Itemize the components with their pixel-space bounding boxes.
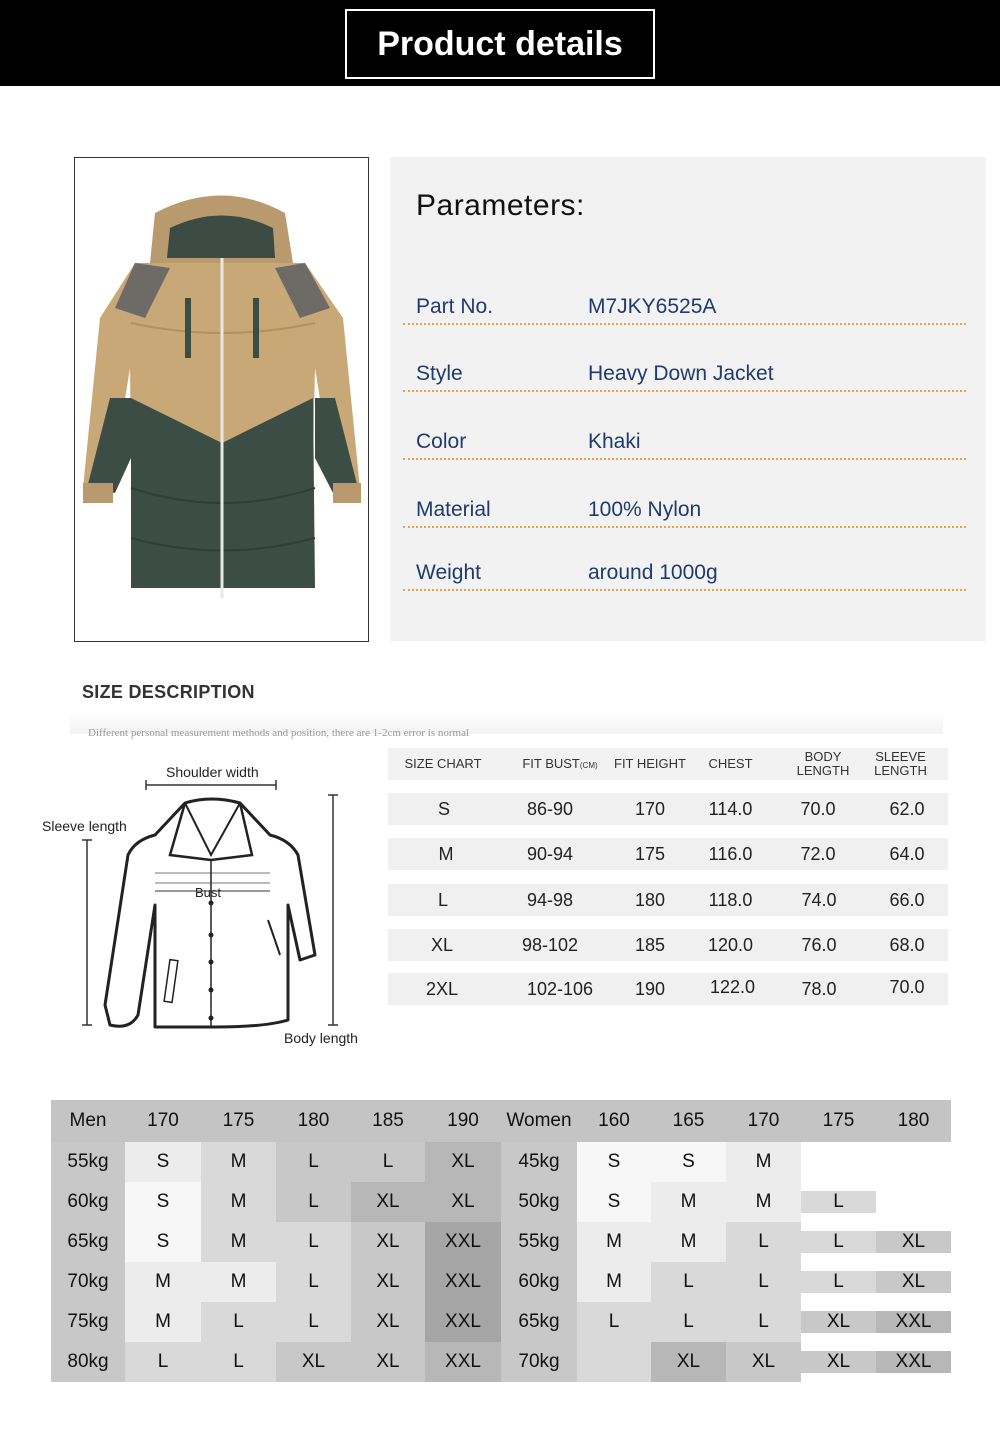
param-value: Heavy Down Jacket	[588, 362, 774, 385]
param-label: Weight	[416, 561, 481, 584]
height-cell: 190	[634, 979, 666, 999]
header-chest: CHEST	[708, 756, 753, 771]
sleeve-cell: 64.0	[889, 844, 925, 864]
size-recommendation-grid	[51, 1100, 951, 1381]
men-size-cell: XL	[351, 1302, 425, 1342]
women-height-header: 170	[726, 1100, 801, 1142]
param-value: Khaki	[588, 430, 641, 453]
jacket-measurement-diagram	[30, 755, 360, 1035]
chest-cell: 114.0	[708, 799, 753, 819]
sleeve-cell: 62.0	[889, 799, 925, 819]
women-size-cell: M	[726, 1142, 801, 1182]
women-size-group	[801, 1182, 951, 1222]
women-height-header: 180	[897, 1110, 930, 1131]
men-size-cell: L	[276, 1262, 351, 1302]
women-size-cell: XXL	[876, 1351, 951, 1373]
chest-cell: 116.0	[708, 844, 753, 864]
women-weight-cell: 45kg	[501, 1142, 577, 1182]
bust-label: Bust	[195, 885, 222, 900]
men-size-cell: L	[351, 1142, 425, 1182]
women-height-header: 160	[577, 1100, 651, 1142]
women-size-cell: M	[651, 1222, 726, 1262]
women-size-cell: L	[726, 1302, 801, 1342]
men-size-cell: L	[276, 1182, 351, 1222]
women-size-group	[801, 1342, 951, 1382]
women-size-cell: S	[577, 1182, 651, 1222]
women-size-cell: S	[651, 1142, 726, 1182]
women-size-cell: L	[651, 1302, 726, 1342]
women-size-cell: XL	[876, 1231, 951, 1253]
men-height-header: 170	[125, 1100, 201, 1142]
men-weight-cell: 65kg	[51, 1222, 125, 1262]
table-row	[388, 884, 948, 916]
height-cell: 170	[634, 799, 666, 819]
body-cell: 78.0	[801, 979, 837, 999]
men-size-cell: L	[201, 1342, 276, 1382]
women-weight-cell: 50kg	[501, 1182, 577, 1222]
table-row	[388, 973, 948, 1005]
women-size-cell: M	[577, 1262, 651, 1302]
measurement-note: Different personal measurement methods and position, there are 1-2cm error is normal	[88, 727, 470, 739]
header-banner	[0, 0, 1000, 86]
women-header: Women	[501, 1100, 577, 1142]
women-size-group	[801, 1302, 951, 1342]
women-weight-cell: 70kg	[501, 1342, 577, 1382]
men-size-cell: M	[201, 1182, 276, 1222]
size-cell: S	[437, 799, 450, 819]
men-height-header: 185	[351, 1100, 425, 1142]
body-cell: 72.0	[800, 844, 836, 864]
header-size-chart: SIZE CHART	[404, 756, 482, 771]
sleeve-cell: 66.0	[889, 890, 925, 910]
param-row-weight	[403, 551, 966, 591]
param-row-part-no	[403, 285, 966, 325]
body-length-label: Body length	[284, 1030, 358, 1046]
chest-cell: 118.0	[708, 890, 753, 910]
product-image	[74, 157, 369, 642]
size-cell: XL	[430, 935, 454, 955]
body-cell: 74.0	[801, 890, 837, 910]
header-fit-height: FIT HEIGHT	[614, 756, 686, 771]
table-row	[388, 929, 948, 961]
men-size-cell: XL	[351, 1222, 425, 1262]
bust-cell: 102-106	[526, 979, 594, 999]
size-cell: M	[438, 844, 454, 864]
parameters-title: Parameters:	[416, 189, 585, 222]
height-cell: 180	[634, 890, 666, 910]
size-chart-header	[388, 748, 948, 780]
bust-cell: 86-90	[526, 799, 574, 819]
param-row-style	[403, 352, 966, 392]
param-label: Style	[416, 362, 463, 385]
women-size-group	[801, 1262, 951, 1302]
bust-cell: 94-98	[526, 890, 574, 910]
women-height-header-group	[801, 1100, 951, 1142]
men-size-cell: XXL	[425, 1342, 501, 1382]
header-body-line1: BODY	[804, 749, 842, 764]
header-sleeve-line1: SLEEVE	[875, 749, 926, 764]
men-size-cell: M	[125, 1262, 201, 1302]
women-height-header: 165	[651, 1100, 726, 1142]
men-weight-cell: 75kg	[51, 1302, 125, 1342]
header-body-line2: LENGTH	[796, 763, 850, 778]
men-size-cell: M	[201, 1222, 276, 1262]
men-height-header: 175	[201, 1100, 276, 1142]
param-value: M7JKY6525A	[588, 295, 717, 318]
size-cell: 2XL	[425, 979, 459, 999]
women-size-cell: M	[651, 1182, 726, 1222]
men-size-cell: L	[276, 1142, 351, 1182]
women-size-cell: L	[577, 1302, 651, 1342]
women-weight-cell: 65kg	[501, 1302, 577, 1342]
header-fit-bust-unit: (CM)	[579, 761, 598, 770]
women-size-cell: L	[801, 1271, 876, 1293]
bust-cell: 90-94	[526, 844, 574, 864]
men-weight-cell: 60kg	[51, 1182, 125, 1222]
men-size-cell: XL	[425, 1182, 501, 1222]
women-size-cell: XL	[651, 1342, 726, 1382]
men-weight-cell: 70kg	[51, 1262, 125, 1302]
sleeve-cell: 68.0	[889, 935, 925, 955]
param-row-material	[403, 488, 966, 528]
women-size-cell: XL	[726, 1342, 801, 1382]
body-cell: 76.0	[801, 935, 837, 955]
men-size-cell: XL	[351, 1262, 425, 1302]
men-size-cell: L	[201, 1302, 276, 1342]
women-size-cell: M	[577, 1222, 651, 1262]
men-size-cell: L	[276, 1302, 351, 1342]
men-size-cell: XXL	[425, 1222, 501, 1262]
sleeve-cell: 70.0	[889, 977, 925, 997]
women-size-cell: XXL	[876, 1311, 951, 1333]
men-size-cell: XXL	[425, 1262, 501, 1302]
chest-cell: 120.0	[707, 935, 754, 955]
table-row	[388, 793, 948, 825]
women-height-header: 175	[822, 1110, 855, 1131]
men-size-cell: L	[276, 1222, 351, 1262]
men-size-cell: XL	[425, 1142, 501, 1182]
size-cell: L	[437, 890, 448, 910]
param-label: Material	[416, 498, 491, 521]
men-height-header: 180	[276, 1100, 351, 1142]
sleeve-length-label: Sleeve length	[42, 818, 127, 834]
page-title: Product details	[345, 9, 655, 79]
header-sleeve-line2: LENGTH	[874, 763, 927, 778]
parameters-panel	[390, 157, 986, 641]
body-cell: 70.0	[800, 799, 836, 819]
women-size-cell: XL	[801, 1351, 876, 1373]
men-size-cell: XL	[276, 1342, 351, 1382]
women-size-cell: S	[577, 1142, 651, 1182]
women-size-cell: XL	[876, 1271, 951, 1293]
men-height-header: 190	[425, 1100, 501, 1142]
women-weight-cell: 55kg	[501, 1222, 577, 1262]
women-size-cell: L	[726, 1222, 801, 1262]
jacket-illustration	[75, 158, 370, 643]
size-description-title: SIZE DESCRIPTION	[82, 682, 255, 702]
women-size-cell: L	[801, 1231, 876, 1253]
men-size-cell: S	[125, 1182, 201, 1222]
women-weight-cell: 60kg	[501, 1262, 577, 1302]
height-cell: 185	[634, 935, 666, 955]
bust-cell: 98-102	[521, 935, 579, 955]
header-body-length	[778, 750, 868, 778]
women-size-group	[801, 1222, 951, 1262]
men-size-cell: XXL	[425, 1302, 501, 1342]
men-header: Men	[51, 1100, 125, 1142]
header-sleeve-length	[858, 750, 943, 778]
men-size-cell: XL	[351, 1342, 425, 1382]
women-size-cell	[577, 1342, 651, 1382]
param-label: Part No.	[416, 295, 494, 318]
shoulder-width-label: Shoulder width	[166, 764, 259, 780]
women-size-cell: XL	[801, 1311, 876, 1333]
param-value: around 1000g	[588, 561, 718, 584]
men-weight-cell: 80kg	[51, 1342, 125, 1382]
men-size-cell: M	[201, 1262, 276, 1302]
women-size-cell: M	[726, 1182, 801, 1222]
param-row-color	[403, 420, 966, 460]
men-size-cell: M	[201, 1142, 276, 1182]
header-fit-bust-label: FIT BUST	[522, 756, 580, 771]
men-weight-cell: 55kg	[51, 1142, 125, 1182]
men-size-cell: S	[125, 1142, 201, 1182]
chest-cell: 122.0	[709, 977, 756, 997]
men-size-cell: L	[125, 1342, 201, 1382]
women-size-cell: L	[726, 1262, 801, 1302]
table-row	[388, 838, 948, 870]
men-size-cell: M	[125, 1302, 201, 1342]
women-size-group	[801, 1142, 951, 1182]
header-fit-bust	[510, 757, 610, 773]
men-size-cell: S	[125, 1222, 201, 1262]
param-value: 100% Nylon	[588, 498, 702, 521]
men-size-cell: XL	[351, 1182, 425, 1222]
param-label: Color	[416, 430, 467, 453]
women-size-cell: L	[651, 1262, 726, 1302]
height-cell: 175	[634, 844, 666, 864]
women-size-cell: L	[801, 1191, 876, 1213]
